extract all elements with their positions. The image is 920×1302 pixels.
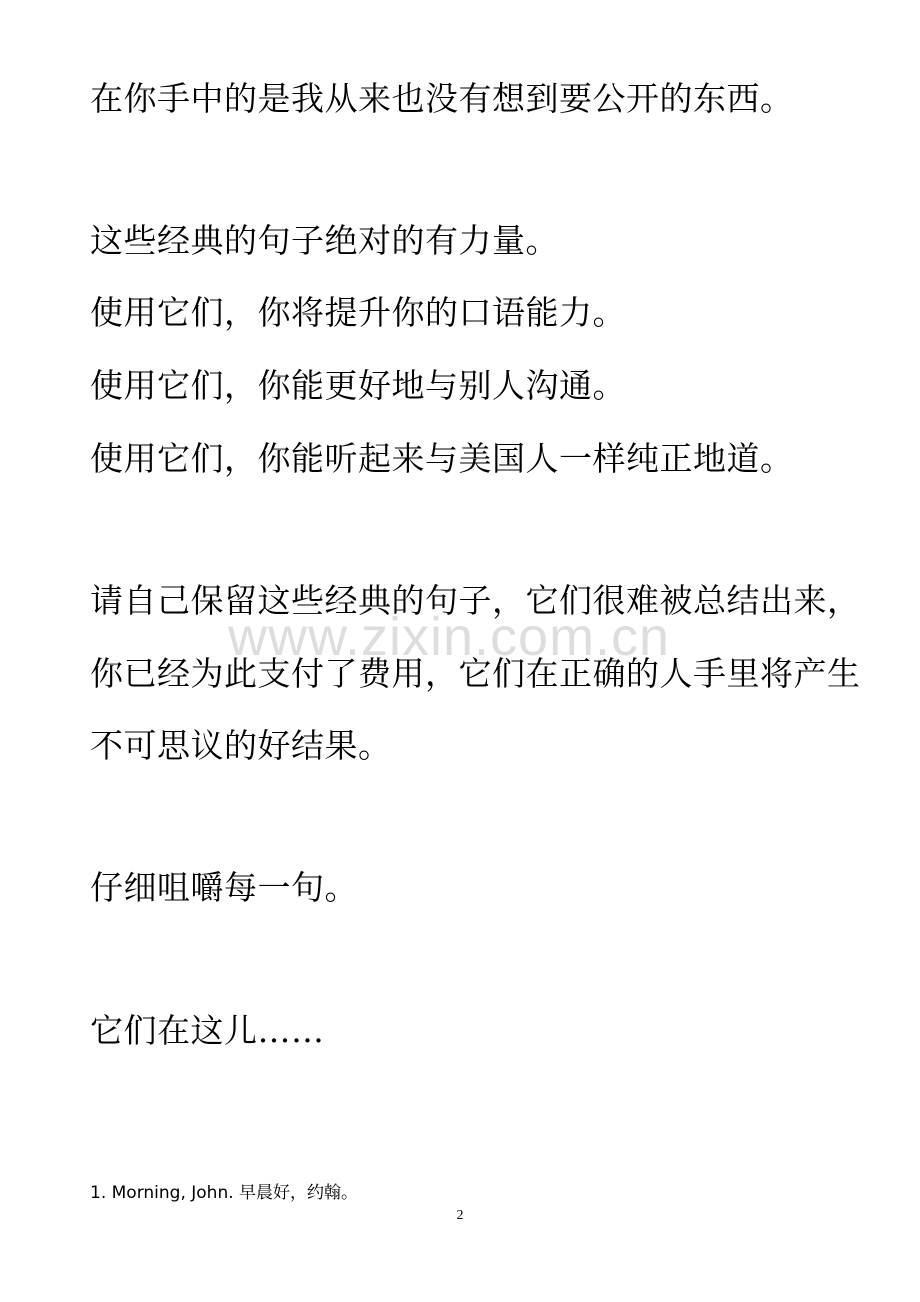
paragraph-line-6: 请自己保留这些经典的句子，它们很难被总结出来， bbox=[90, 581, 861, 620]
paragraph-line-4: 使用它们，你能更好地与别人沟通。 bbox=[90, 366, 626, 405]
paragraph-line-10: 它们在这儿…… bbox=[90, 1011, 325, 1050]
paragraph-line-1: 在你手中的是我从来也没有想到要公开的东西。 bbox=[90, 79, 794, 118]
paragraph-line-8: 不可思议的好结果。 bbox=[90, 726, 392, 765]
paragraph-line-2: 这些经典的句子绝对的有力量。 bbox=[90, 221, 559, 260]
paragraph-line-7: 你已经为此支付了费用，它们在正确的人手里将产生 bbox=[90, 654, 861, 693]
paragraph-line-3: 使用它们，你将提升你的口语能力。 bbox=[90, 293, 626, 332]
footnote-sentence-1: 1. Morning, John. 早晨好，约翰。 bbox=[90, 1183, 359, 1203]
watermark-text: www.zixin.com.cn bbox=[228, 607, 671, 667]
page-number: 2 bbox=[456, 1208, 464, 1223]
paragraph-line-9: 仔细咀嚼每一句。 bbox=[90, 868, 358, 907]
paragraph-line-5: 使用它们，你能听起来与美国人一样纯正地道。 bbox=[90, 439, 794, 478]
